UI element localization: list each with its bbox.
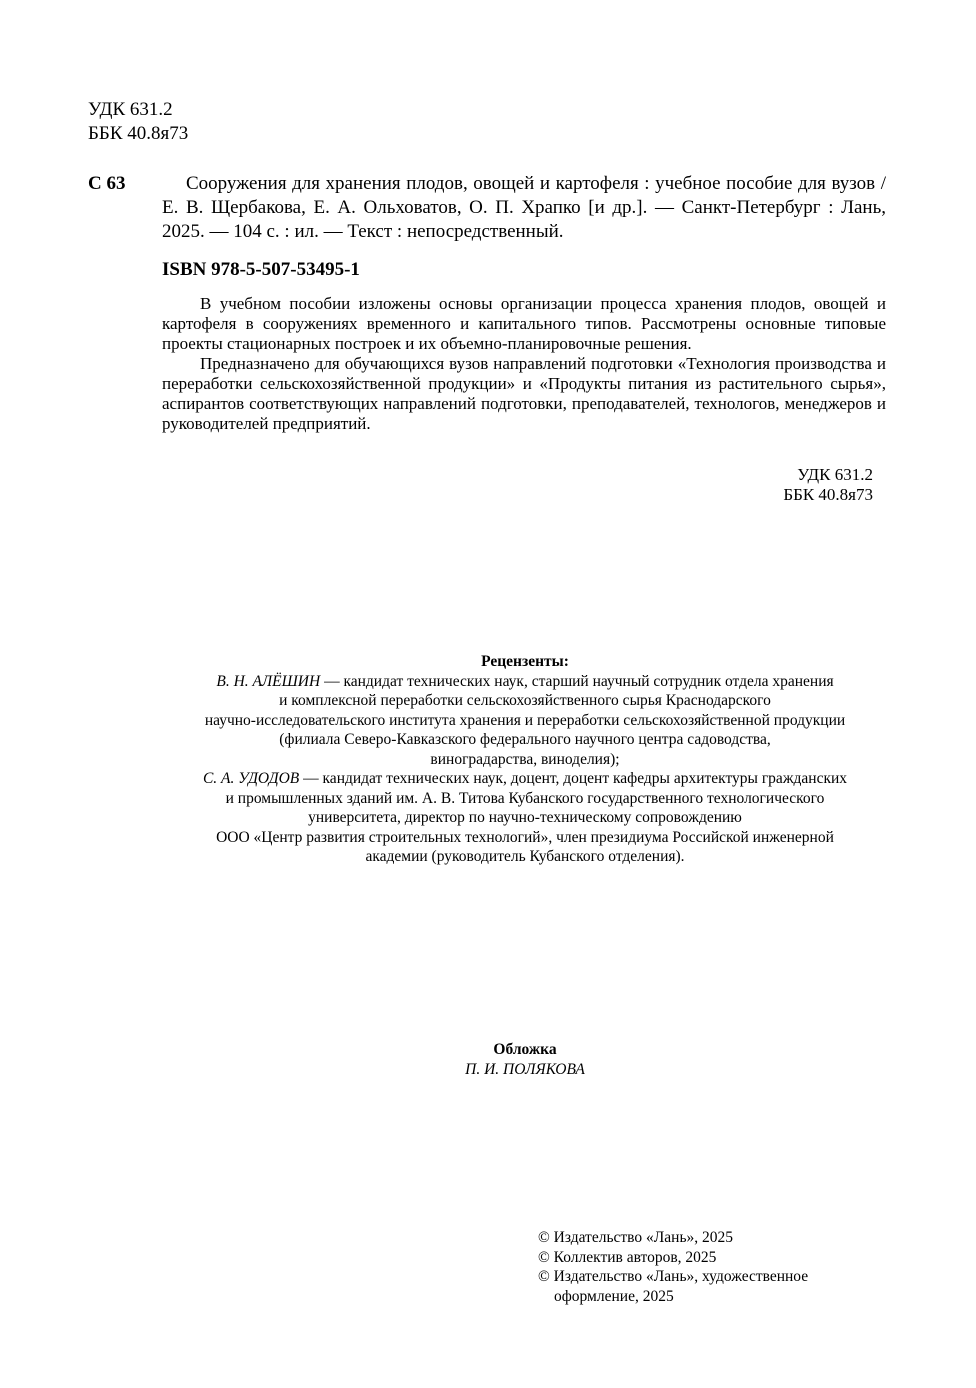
udk-code: УДК 631.2 [88, 99, 173, 120]
author-cipher: С 63 [88, 173, 126, 194]
reviewer-line: виноградарства, виноделия); [430, 750, 620, 768]
reviewer-line [160, 769, 890, 789]
udk-code: УДК 631.2 [797, 465, 873, 484]
reviewer-line: университета, директор по научно-техническому сопровождению [308, 809, 742, 826]
reviewer-line: и промышленных зданий им. А. В. Титова Кубанского государственного технологического [225, 789, 825, 807]
reviewers-block [160, 652, 890, 867]
udk-bbk-top [88, 98, 188, 146]
reviewers-heading: Рецензенты: [481, 653, 569, 670]
cover-designer: П. И. ПОЛЯКОВА [465, 1060, 585, 1078]
udk-bbk-right [783, 465, 873, 505]
isbn: ISBN 978-5-507-53495-1 [162, 259, 360, 280]
bbk-code: ББК 40.8я73 [783, 485, 873, 504]
reviewer-line: академии (руководитель Кубанского отделения). [365, 848, 685, 865]
reviewer-name: С. А. УДОДОВ [202, 770, 300, 787]
copyright-line: © Коллектив авторов, 2025 [538, 1248, 717, 1266]
reviewer-line: ООО «Центр развития строительных технологий», член президиума Российской инженерной [216, 828, 834, 846]
copyright-line: © Издательство «Лань», художественное оформление, 2025 [538, 1268, 809, 1305]
annotation-paragraph: Предназначено для обучающихся вузов направлений подготовки «Технология производства и переработки сельскохозяйственной продукции» и «Продукты питания из растительного сырья», аспирантов соответствующих направлений подготовки, преподавателей, технологов, менеджеров и руководителей предприятий. [162, 354, 886, 433]
annotation [162, 294, 886, 434]
copyright-line: © Издательство «Лань», 2025 [538, 1229, 734, 1246]
reviewer-line: научно-исследовательского института хранения и переработки сельскохозяйственной продукции [204, 711, 846, 729]
bbk-code: ББК 40.8я73 [88, 123, 189, 144]
annotation-paragraph: В учебном пособии изложены основы организации процесса хранения плодов, овощей и картофеля в сооружениях временного и капитального типов. Рассмотрены основные типовые проекты стационарных построек и их объемно-планировочные решения. [162, 294, 886, 353]
bibliographic-record: Сооружения для хранения плодов, овощей и картофеля : учебное пособие для вузов / Е. В. Щербакова, Е. А. Ольховатов, О. П. Храпко [и др.]. — Санкт-Петербург : Лань, 2025. — 104 с. : ил. — Текст : непосредственный. [162, 173, 886, 242]
reviewer-line: и комплексной переработки сельскохозяйственного сырья Краснодарского [279, 692, 771, 709]
reviewer-description: — кандидат технических наук, старший научный сотрудник отдела хранения [320, 672, 834, 690]
reviewer-name: В. Н. АЛЁШИН [216, 672, 321, 690]
cover-heading: Обложка [493, 1041, 557, 1058]
copyright-block [538, 1228, 848, 1306]
reviewer-description: — кандидат технических наук, доцент, доцент кафедры архитектуры гражданских [299, 770, 848, 787]
cover-credit [360, 1040, 690, 1079]
reviewer-line: (филиала Северо-Кавказского федерального научного центра садоводства, [279, 731, 771, 748]
reviewer-line [160, 672, 890, 692]
